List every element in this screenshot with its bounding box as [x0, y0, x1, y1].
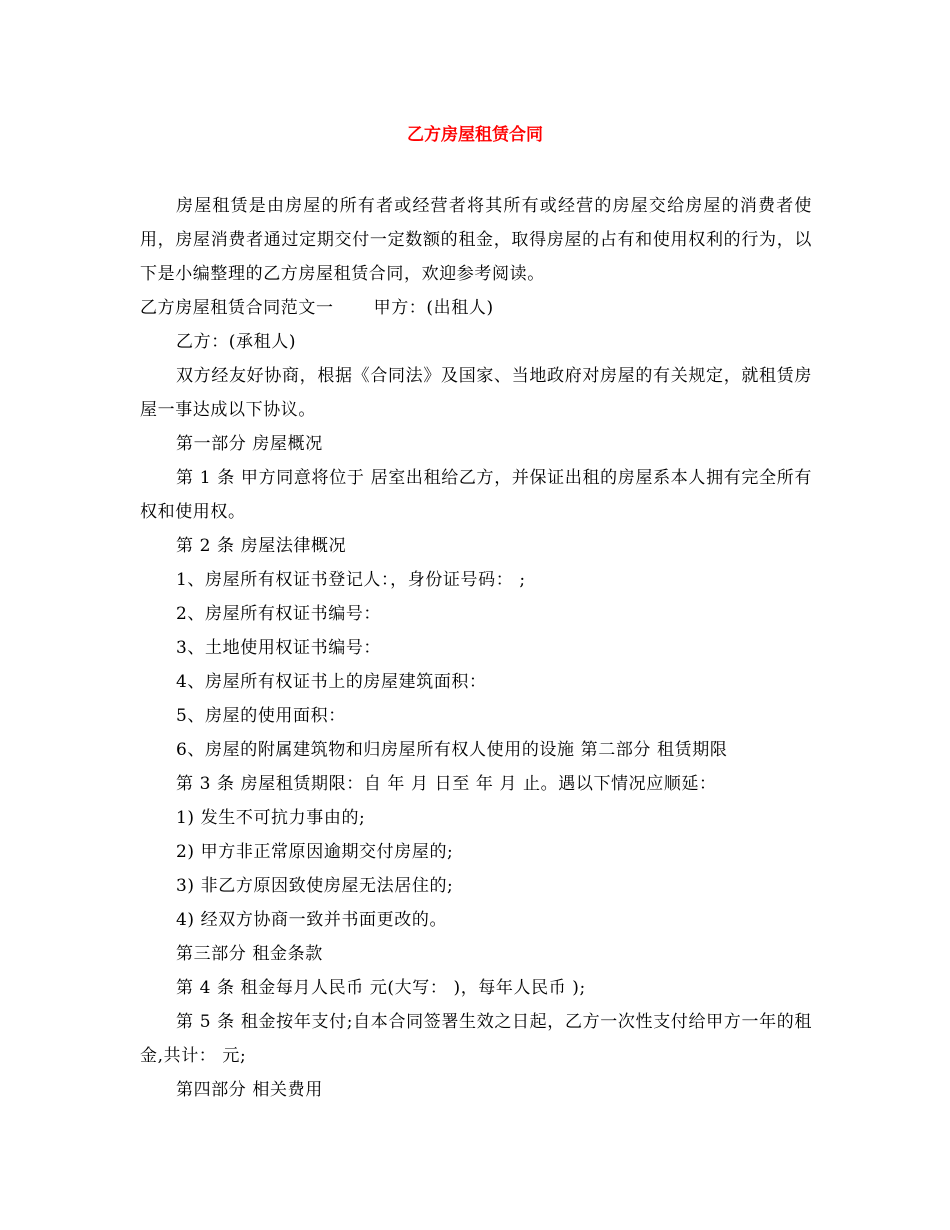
document-body — [140, 189, 812, 1107]
list-item: 5、房屋的使用面积： — [176, 706, 346, 726]
sample-heading-line — [140, 291, 812, 325]
party-b: 乙方：(承租人) — [176, 332, 297, 352]
list-item: 2) 甲方非正常原因逾期交付房屋的; — [176, 842, 454, 862]
part-three-heading: 第三部分 租金条款 — [176, 944, 323, 964]
document-title: 乙方房屋租赁合同 — [407, 125, 543, 145]
agreement-paragraph: 双方经友好协商，根据《合同法》及国家、当地政府对房屋的有关规定，就租赁房屋一事达成以下协议。 — [140, 366, 812, 420]
part-one-heading: 第一部分 房屋概况 — [176, 434, 323, 454]
sample-heading: 乙方房屋租赁合同范文一 — [140, 298, 334, 318]
part-four-heading: 第四部分 相关费用 — [176, 1080, 323, 1100]
article-3: 第 3 条 房屋租赁期限：自 年 月 日至 年 月 止。遇以下情况应顺延： — [176, 774, 717, 794]
list-item: 1) 发生不可抗力事由的; — [176, 808, 366, 828]
list-item: 3、土地使用权证书编号： — [176, 638, 382, 658]
list-item: 6、房屋的附属建筑物和归房屋所有权人使用的设施 第二部分 租赁期限 — [176, 740, 728, 760]
list-item: 2、房屋所有权证书编号： — [176, 604, 382, 624]
list-item: 4) 经双方协商一致并书面更改的。 — [176, 910, 448, 930]
list-item: 4、房屋所有权证书上的房屋建筑面积： — [176, 672, 487, 692]
intro-paragraph: 房屋租赁是由房屋的所有者或经营者将其所有或经营的房屋交给房屋的消费者使用，房屋消费者通过定期交付一定数额的租金，取得房屋的占有和使用权利的行为，以下是小编整理的乙方房屋租赁合同，欢迎参考阅读。 — [140, 196, 812, 284]
article-2-heading: 第 2 条 房屋法律概况 — [176, 536, 347, 556]
list-item: 1、房屋所有权证书登记人：，身份证号码： ; — [176, 570, 526, 590]
party-a: 甲方：(出租人) — [373, 298, 494, 318]
article-4: 第 4 条 租金每月人民币 元(大写： )，每年人民币 ); — [176, 978, 586, 998]
list-item: 3) 非乙方原因致使房屋无法居住的; — [176, 876, 454, 896]
article-1: 第 1 条 甲方同意将位于 居室出租给乙方，并保证出租的房屋系本人拥有完全所有权和使用权。 — [140, 468, 812, 522]
article-5: 第 5 条 租金按年支付;自本合同签署生效之日起，乙方一次性支付给甲方一年的租金,共计： 元; — [140, 1012, 812, 1066]
